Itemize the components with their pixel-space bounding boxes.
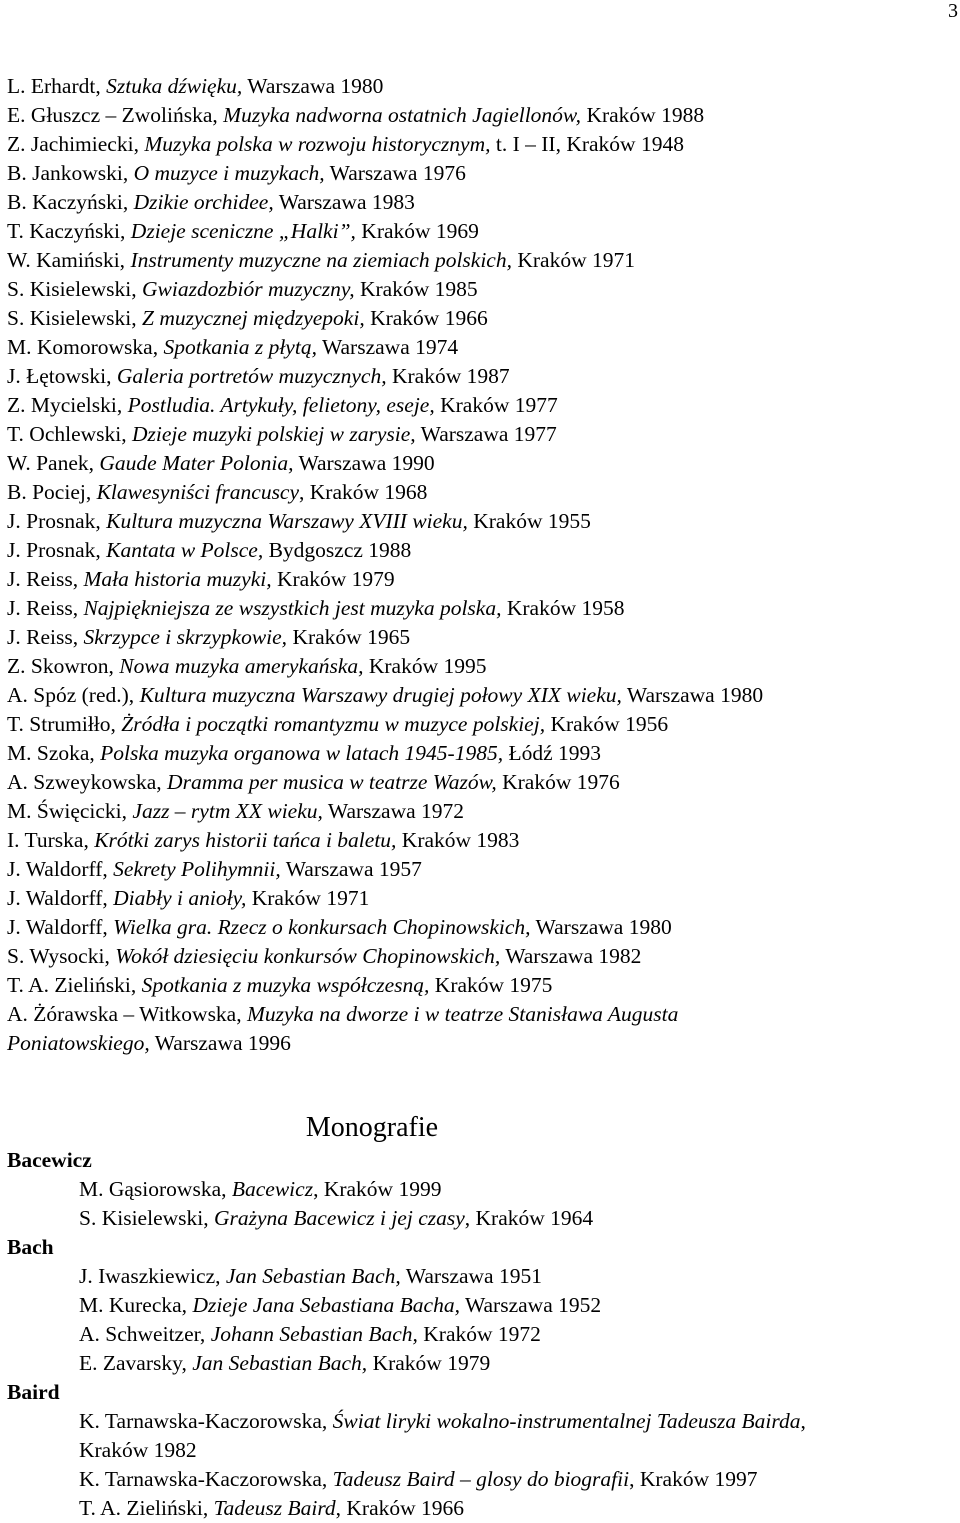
bibliography-entry — [7, 855, 952, 884]
plain-text: Kraków 1988 — [581, 103, 705, 127]
title-text: Kultura muzyczna Warszawy XVIII wieku, — [106, 509, 468, 533]
plain-text: Kraków 1982 — [79, 1438, 197, 1462]
bibliography-entry — [7, 72, 952, 101]
composer-heading: Bacewicz — [7, 1148, 92, 1172]
title-text: Krótki zarys historii tańca i baletu, — [94, 828, 397, 852]
bibliography-entry — [7, 623, 952, 652]
plain-text: S. Wysocki, — [7, 944, 116, 968]
plain-text: , Kraków 1999 — [313, 1177, 442, 1201]
plain-text: M. Święcicki, — [7, 799, 133, 823]
bibliography-entry — [7, 130, 952, 159]
monograph-entry — [7, 1175, 952, 1204]
bibliography-entry — [7, 797, 952, 826]
bibliography-entry — [7, 594, 952, 623]
plain-text: T. Strumiłło, — [7, 712, 122, 736]
title-text: Dzieje muzyki polskiej w zarysie, — [132, 422, 416, 446]
title-text: Żródła i początki romantyzmu w muzyce polskiej, — [121, 712, 546, 736]
plain-text: T. Ochlewski, — [7, 422, 132, 446]
bibliography-entry — [7, 217, 952, 246]
plain-text: L. Erhardt, — [7, 74, 107, 98]
title-text: Wokół dziesięciu konkursów Chopinowskich, — [115, 944, 501, 968]
plain-text: J. Łętowski, — [7, 364, 117, 388]
plain-text: t. I – II, Kraków 1948 — [490, 132, 684, 156]
plain-text: , Kraków 1964 — [464, 1206, 594, 1230]
monograph-entry — [7, 1291, 952, 1320]
bibliography-entry — [7, 652, 952, 681]
plain-text: Warszawa 1980 — [621, 683, 764, 707]
bibliography-entry — [7, 159, 952, 188]
monograph-entry — [7, 1436, 952, 1465]
plain-text: B. Kaczyński, — [7, 190, 134, 214]
plain-text: A. Schweitzer, — [79, 1322, 211, 1346]
bibliography-entry — [7, 1000, 952, 1029]
title-text: Najpiękniejsza ze wszystkich jest muzyka polska, — [83, 596, 502, 620]
monograph-entry — [7, 1320, 952, 1349]
plain-text: Kraków 1969 — [355, 219, 479, 243]
composer-heading: Baird — [7, 1380, 60, 1404]
plain-text: Kraków 1971 — [246, 886, 370, 910]
title-text: Jan Sebastian Bach, — [192, 1351, 368, 1375]
bibliography-entry — [7, 826, 952, 855]
bibliography-list — [7, 72, 952, 1058]
bibliography-entry — [7, 565, 952, 594]
bibliography-entry — [7, 884, 952, 913]
bibliography-entry — [7, 971, 952, 1000]
title-text: Wielka gra. Rzecz o konkursach Chopinowskich, — [113, 915, 531, 939]
bibliography-entry — [7, 739, 952, 768]
plain-text: A. Spóz (red.), — [7, 683, 140, 707]
plain-text: J. Prosnak, — [7, 509, 107, 533]
title-text: Kultura muzyczna Warszawy drugiej połowy XIX wieku, — [139, 683, 622, 707]
title-text: Galeria portretów muzycznych, — [116, 364, 387, 388]
plain-text: J. Iwaszkiewicz, — [79, 1264, 226, 1288]
bibliography-entry — [7, 681, 952, 710]
monograph-entry — [7, 1262, 952, 1291]
plain-text: Łódź 1993 — [503, 741, 602, 765]
title-text: Spotkania z płytą, — [163, 335, 317, 359]
bibliography-entry — [7, 362, 952, 391]
plain-text: Z. Jachimiecki, — [7, 132, 145, 156]
plain-text: T. A. Zieliński, — [7, 973, 142, 997]
plain-text: Kraków 1979 — [367, 1351, 491, 1375]
title-text: O muzyce i muzykach, — [133, 161, 325, 185]
monograph-entry — [7, 1465, 952, 1494]
plain-text: Warszawa 1980 — [242, 74, 384, 98]
bibliography-entry — [7, 188, 952, 217]
plain-text: Kraków 1956 — [545, 712, 669, 736]
title-text: Sekrety Polihymnii, — [113, 857, 281, 881]
plain-text: Warszawa 1990 — [293, 451, 435, 475]
title-text: Tadeusz Baird – glosy do biografii — [332, 1467, 630, 1491]
monograph-entry — [7, 1494, 952, 1523]
plain-text: M. Kurecka, — [79, 1293, 193, 1317]
plain-text: E. Głuszcz – Zwolińska, — [7, 103, 224, 127]
plain-text: B. Jankowski, — [7, 161, 134, 185]
title-text: Dzikie orchidee, — [133, 190, 274, 214]
bibliography-entry — [7, 768, 952, 797]
title-text: Muzyka nadworna ostatnich Jagiellonów, — [223, 103, 582, 127]
plain-text: Kraków 1971 — [511, 248, 635, 272]
title-text: Bacewicz — [231, 1177, 314, 1201]
plain-text: Kraków 1955 — [467, 509, 591, 533]
plain-text: M. Komorowska, — [7, 335, 164, 359]
monografie-list — [7, 1146, 952, 1523]
plain-text: Bydgoszcz 1988 — [263, 538, 412, 562]
title-text: Grażyna Bacewicz i jej czasy — [213, 1206, 465, 1230]
plain-text: S. Kisielewski, — [7, 277, 142, 301]
bibliography-entry — [7, 507, 952, 536]
title-text: Jan Sebastian Bach, — [225, 1264, 401, 1288]
bibliography-entry — [7, 333, 952, 362]
bibliography-entry — [7, 1029, 952, 1058]
plain-text: Warszawa 1974 — [316, 335, 459, 359]
plain-text: Kraków 1966 — [364, 306, 488, 330]
plain-text: T. A. Zieliński, — [79, 1496, 214, 1520]
title-text: Postludia. Artykuły, felietony, eseje, — [127, 393, 435, 417]
plain-text: Warszawa 1980 — [530, 915, 672, 939]
plain-text: , — [800, 1409, 806, 1433]
bibliography-entry — [7, 420, 952, 449]
title-text: Johann Sebastian Bach, — [210, 1322, 418, 1346]
plain-text: Kraków 1987 — [386, 364, 510, 388]
title-text: Muzyka polska w rozwoju historycznym, — [144, 132, 491, 156]
title-text: Dzieje Jana Sebastiana Bacha, — [192, 1293, 460, 1317]
plain-text: J. Reiss, — [7, 596, 84, 620]
title-text: Kantata w Polsce, — [106, 538, 264, 562]
plain-text: M. Szoka, — [7, 741, 101, 765]
monograph-entry — [7, 1204, 952, 1233]
plain-text: Kraków 1985 — [354, 277, 478, 301]
bibliography-entry — [7, 942, 952, 971]
plain-text: A. Żórawska – Witkowska, — [7, 1002, 247, 1026]
plain-text: J. Prosnak, — [7, 538, 107, 562]
plain-text: Kraków 1958 — [501, 596, 625, 620]
bibliography-entry — [7, 275, 952, 304]
title-text: Dzieje sceniczne „Halki”, — [130, 219, 356, 243]
plain-text: W. Kamiński, — [7, 248, 131, 272]
title-text: Polska muzyka organowa w latach 1945-1985, — [100, 741, 504, 765]
bibliography-entry — [7, 449, 952, 478]
title-text: Dramma per musica w teatrze Wazów, — [167, 770, 497, 794]
title-text: Gwiazdozbiór muzyczny, — [141, 277, 355, 301]
plain-text: Warszawa 1957 — [280, 857, 422, 881]
bibliography-entry — [7, 391, 952, 420]
title-text: Klawesyniści francuscy — [96, 480, 300, 504]
plain-text: Kraków 1977 — [434, 393, 558, 417]
plain-text: B. Pociej, — [7, 480, 97, 504]
plain-text: Kraków 1976 — [496, 770, 620, 794]
title-text: Tadeusz Baird — [213, 1496, 336, 1520]
plain-text: K. Tarnawska-Kaczorowska, — [79, 1409, 333, 1433]
title-text: Mała historia muzyki, — [83, 567, 272, 591]
plain-text: Warszawa 1996 — [149, 1031, 291, 1055]
plain-text: I. Turska, — [7, 828, 95, 852]
bibliography-entry — [7, 478, 952, 507]
plain-text: J. Waldorff, — [7, 915, 114, 939]
plain-text: Warszawa 1982 — [500, 944, 642, 968]
plain-text: J. Reiss, — [7, 567, 84, 591]
monograph-entry — [7, 1407, 952, 1436]
title-text: Nowa muzyka amerykańska, — [119, 654, 364, 678]
plain-text: Kraków 1965 — [287, 625, 411, 649]
title-text: Instrumenty muzyczne na ziemiach polskich, — [130, 248, 512, 272]
composer-heading: Bach — [7, 1235, 54, 1259]
bibliography-entry — [7, 101, 952, 130]
plain-text: E. Zavarsky, — [79, 1351, 193, 1375]
plain-text: Warszawa 1972 — [322, 799, 465, 823]
plain-text: K. Tarnawska-Kaczorowska, — [79, 1467, 333, 1491]
plain-text: M. Gąsiorowska, — [79, 1177, 232, 1201]
title-text: Świat liryki wokalno-instrumentalnej Tadeusza Bairda — [332, 1409, 801, 1433]
bibliography-entry — [7, 246, 952, 275]
plain-text: , Kraków 1997 — [629, 1467, 758, 1491]
plain-text: , Kraków 1968 — [299, 480, 428, 504]
plain-text: Warszawa 1983 — [273, 190, 415, 214]
title-text: Skrzypce i skrzypkowie, — [83, 625, 288, 649]
plain-text: J. Waldorff, — [7, 857, 114, 881]
bibliography-entry — [7, 913, 952, 942]
plain-text: T. Kaczyński, — [7, 219, 131, 243]
plain-text: Z. Mycielski, — [7, 393, 128, 417]
title-text: Poniatowskiego, — [7, 1031, 150, 1055]
title-text: Diabły i anioły, — [113, 886, 247, 910]
bibliography-entry — [7, 304, 952, 333]
plain-text: , Kraków 1966 — [335, 1496, 465, 1520]
plain-text: A. Szweykowska, — [7, 770, 168, 794]
plain-text: J. Waldorff, — [7, 886, 114, 910]
plain-text: Kraków 1995 — [363, 654, 487, 678]
plain-text: Warszawa 1977 — [415, 422, 557, 446]
plain-text: Warszawa 1976 — [324, 161, 466, 185]
section-title: Monografie — [305, 1112, 439, 1143]
plain-text: Warszawa 1951 — [400, 1264, 542, 1288]
title-text: Muzyka na dworze i w teatrze Stanisława Augusta — [246, 1002, 679, 1026]
bibliography-entry — [7, 710, 952, 739]
title-text: Jazz – rytm XX wieku, — [132, 799, 323, 823]
title-text: Z muzycznej międzyepoki, — [141, 306, 365, 330]
plain-text: Kraków 1979 — [271, 567, 395, 591]
bibliography-entry — [7, 536, 952, 565]
plain-text: Kraków 1972 — [417, 1322, 541, 1346]
plain-text: Kraków 1983 — [396, 828, 520, 852]
plain-text: J. Reiss, — [7, 625, 84, 649]
plain-text: W. Panek, — [7, 451, 100, 475]
page-number: 3 — [948, 0, 958, 22]
title-text: Sztuka dźwięku, — [106, 74, 243, 98]
title-text: Spotkania z muzyka współczesną, — [141, 973, 430, 997]
plain-text: Warszawa 1952 — [459, 1293, 602, 1317]
monograph-entry — [7, 1349, 952, 1378]
plain-text: Kraków 1975 — [429, 973, 553, 997]
plain-text: S. Kisielewski, — [79, 1206, 214, 1230]
plain-text: Z. Skowron, — [7, 654, 120, 678]
title-text: Gaude Mater Polonia, — [99, 451, 294, 475]
plain-text: S. Kisielewski, — [7, 306, 142, 330]
